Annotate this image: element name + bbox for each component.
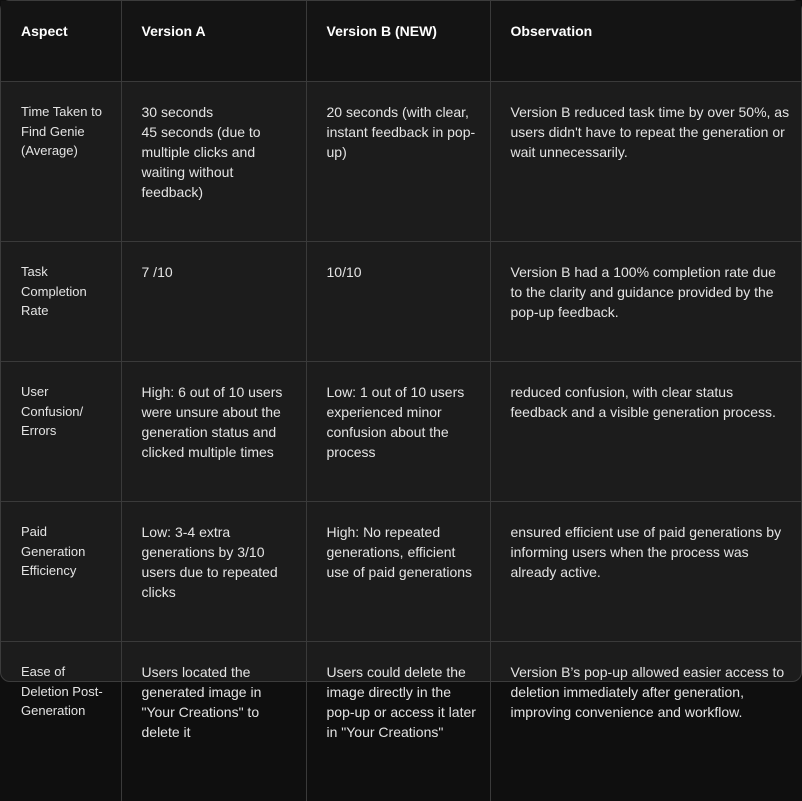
header-aspect: Aspect [1,1,121,82]
version-b-cell: High: No repeated generations, efficient use of paid generations [306,502,490,642]
version-b-cell: 20 seconds (with clear, instant feedback in pop-up) [306,82,490,242]
version-a-cell: Users located the generated image in "Your Creations" to delete it [121,642,306,801]
version-b-cell: 10/10 [306,242,490,362]
observation-cell: ensured efficient use of paid generations by informing users when the process was already active. [490,502,801,642]
version-a-line: 45 seconds (due to multiple clicks and waiting without feedback) [142,122,296,202]
header-version-a: Version A [121,1,306,82]
version-a-cell [121,82,306,242]
version-a-cell: Low: 3-4 extra generations by 3/10 users due to repeated clicks [121,502,306,642]
table-row [1,642,801,801]
version-a-cell: 7 /10 [121,242,306,362]
comparison-table [1,1,801,801]
aspect-cell: Paid Generation Efficiency [1,502,121,642]
version-a-line: 30 seconds [142,102,296,122]
aspect-cell: Task Completion Rate [1,242,121,362]
header-version-b: Version B (NEW) [306,1,490,82]
version-a-cell: High: 6 out of 10 users were unsure about the generation status and clicked multiple times [121,362,306,502]
table-row [1,242,801,362]
aspect-cell: Ease of Deletion Post-Generation [1,642,121,801]
header-observation: Observation [490,1,801,82]
aspect-cell: Time Taken to Find Genie (Average) [1,82,121,242]
version-b-cell: Low: 1 out of 10 users experienced minor confusion about the process [306,362,490,502]
aspect-cell: User Confusion/ Errors [1,362,121,502]
table-row [1,362,801,502]
table-header-row [1,1,801,82]
table-row [1,82,801,242]
version-b-cell: Users could delete the image directly in the pop-up or access it later in "Your Creations" [306,642,490,801]
observation-cell: reduced confusion, with clear status feedback and a visible generation process. [490,362,801,502]
table-row [1,502,801,642]
observation-cell: Version B had a 100% completion rate due to the clarity and guidance provided by the pop-up feedback. [490,242,801,362]
observation-cell: Version B’s pop-up allowed easier access to deletion immediately after generation, improving convenience and workflow. [490,642,801,801]
observation-cell: Version B reduced task time by over 50%, as users didn't have to repeat the generation or wait unnecessarily. [490,82,801,242]
